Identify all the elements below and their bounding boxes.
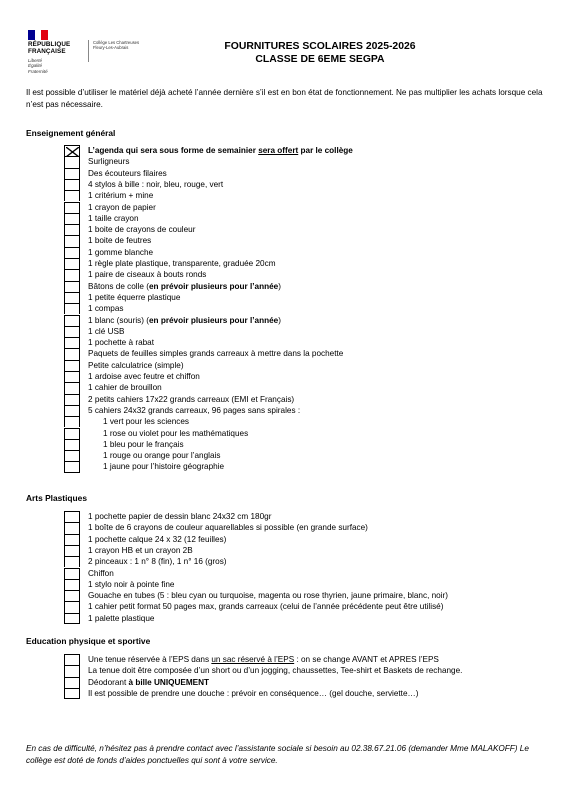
supply-item: 1 petite équerre plastique <box>88 292 181 302</box>
supply-item: Des écouteurs filaires <box>88 168 167 178</box>
college-name: Collège Les Chartreuses Fleury-Les-Aubrais <box>93 40 140 51</box>
notebook-subitem: 1 jaune pour l’histoire géographie <box>103 462 225 472</box>
supply-checkbox[interactable] <box>64 450 80 461</box>
supply-checkbox[interactable] <box>64 281 80 292</box>
supply-checkbox[interactable] <box>64 292 80 303</box>
page-title <box>150 40 490 66</box>
flag-icon <box>28 30 48 40</box>
eps-checkbox[interactable] <box>64 654 80 665</box>
republic-line-2: FRANÇAISE <box>28 48 66 56</box>
supply-checkbox[interactable] <box>64 545 80 556</box>
supply-item: Surligneurs <box>88 157 130 167</box>
supply-checkbox[interactable] <box>64 179 80 190</box>
supply-checkbox[interactable] <box>64 405 80 416</box>
supply-item: 1 pochette à rabat <box>88 338 155 348</box>
supply-checkbox[interactable] <box>64 439 80 450</box>
glue-sticks-item: Bâtons de colle (en prévoir plusieurs pour l’année) <box>88 281 281 291</box>
motto-egalite: Égalité <box>28 63 43 69</box>
eps-checkbox[interactable] <box>64 665 80 676</box>
supply-checkbox[interactable] <box>64 601 80 612</box>
supply-checkbox[interactable] <box>64 235 80 246</box>
agenda-item: L’agenda qui sera sous forme de semainier sera offert par le collège <box>88 146 353 155</box>
supply-checkbox[interactable] <box>64 579 80 590</box>
supply-item: 1 taille crayon <box>88 213 139 223</box>
supply-checkbox[interactable] <box>64 613 80 624</box>
section-title-general: Enseignement général <box>26 128 116 138</box>
arts-supply-item: 1 palette plastique <box>88 613 155 623</box>
title-line-1: FOURNITURES SCOLAIRES 2025-2026 <box>224 41 416 52</box>
supply-checkbox[interactable] <box>64 428 80 439</box>
supply-item: 1 crayon de papier <box>88 202 156 212</box>
arts-supply-item: Chiffon <box>88 568 114 578</box>
supply-item: 1 cahier de brouillon <box>88 383 162 393</box>
title-line-2: CLASSE DE 6EME SEGPA <box>255 54 385 65</box>
supply-item: 1 critérium + mine <box>88 191 154 201</box>
supply-item: Paquets de feuilles simples grands carreaux à mettre dans la pochette <box>88 349 344 359</box>
eps-checkbox[interactable] <box>64 688 80 699</box>
arts-supply-item: Gouache en tubes (5 : bleu cyan ou turquoise, magenta ou rose thyrien, jaune primaire, blanc, noir) <box>88 591 449 601</box>
supply-checkbox[interactable] <box>64 568 80 579</box>
arts-supply-item: 1 pochette calque 24 x 32 (12 feuilles) <box>88 534 227 544</box>
supply-checkbox[interactable] <box>64 269 80 280</box>
supply-checkbox[interactable] <box>64 315 80 326</box>
arts-supply-item: 2 pinceaux : 1 n° 8 (fin), 1 n° 16 (gros) <box>88 557 227 567</box>
supply-checkbox[interactable] <box>64 190 80 201</box>
motto-fraternite: Fraternité <box>28 68 48 74</box>
supply-checkbox[interactable] <box>64 360 80 371</box>
arts-supply-item: 1 cahier petit format 50 pages max, grands carreaux (celui de l’année précédente peut être utilisé) <box>88 602 444 612</box>
notebook-subitem: 1 vert pour les sciences <box>103 417 190 427</box>
supply-checkbox[interactable] <box>64 156 80 167</box>
supply-checkbox[interactable] <box>64 213 80 224</box>
supply-checkbox[interactable] <box>64 556 80 567</box>
supply-checkbox[interactable] <box>64 371 80 382</box>
correction-mouse-item: 1 blanc (souris) (en prévoir plusieurs pour l’année) <box>88 315 281 325</box>
supply-item: 1 boite de feutres <box>88 236 152 246</box>
eps-item-shower: Il est possible de prendre une douche : prévoir en conséquence… (gel douche, serviette…) <box>88 688 419 698</box>
supply-checkbox[interactable] <box>64 590 80 601</box>
supply-checkbox[interactable] <box>64 337 80 348</box>
supply-checkbox[interactable] <box>64 416 80 427</box>
supply-checkbox[interactable] <box>64 258 80 269</box>
supply-item: 1 gomme blanche <box>88 247 154 257</box>
supply-checkbox[interactable] <box>64 511 80 522</box>
supply-checkbox[interactable] <box>64 202 80 213</box>
supply-checkbox[interactable] <box>64 303 80 314</box>
arts-supply-item: 1 stylo noir à pointe fine <box>88 579 175 589</box>
supply-item: 1 paire de ciseaux à bouts ronds <box>88 270 207 280</box>
supply-item: 4 stylos à bille : noir, bleu, rouge, vert <box>88 179 224 189</box>
footer-note: En cas de difficulté, n’hésitez pas à prendre contact avec l’assistante sociale si besoin au 02.38.67.21.06 (demander Mme MALAKOFF) Le collège est doté de fonds d’aides ponctuelles qui sont à votre service. <box>26 744 529 765</box>
supply-checkbox[interactable] <box>64 247 80 258</box>
section-title-arts: Arts Plastiques <box>26 493 87 503</box>
supply-checkbox[interactable] <box>64 224 80 235</box>
republic-line-1: RÉPUBLIQUE <box>28 41 71 48</box>
eps-item-deodorant: Déodorant à bille UNIQUEMENT <box>88 677 210 687</box>
supply-item: 2 petits cahiers 17x22 grands carreaux (EMI et Français) <box>88 394 295 404</box>
supply-checkbox[interactable] <box>64 394 80 405</box>
checkmark-x-icon <box>66 147 79 157</box>
supply-checkbox[interactable] <box>64 534 80 545</box>
supply-checkbox[interactable] <box>64 522 80 533</box>
supply-item: 1 compas <box>88 304 124 314</box>
eps-item-clothing: La tenue doit être composée d’un short ou d’un jogging, chaussettes, Tee-shirt et Baskets de rechange. <box>88 666 463 676</box>
supply-item: Petite calculatrice (simple) <box>88 360 184 370</box>
supply-item: 1 ardoise avec feutre et chiffon <box>88 372 200 381</box>
arts-supply-item: 1 pochette papier de dessin blanc 24x32 cm 180gr <box>88 512 272 521</box>
notebook-subitem: 1 bleu pour le français <box>103 439 184 449</box>
intro-paragraph: Il est possible d’utiliser le matériel déjà acheté l’année dernière s’il est en bon état de fonctionnement. Ne pas multiplier les achats lorsque cela n’est pas nécessaire. <box>26 88 543 109</box>
supply-checkbox[interactable] <box>64 461 80 472</box>
logo-divider <box>88 40 89 62</box>
notebook-subitem: 1 rose ou violet pour les mathématiques <box>103 428 249 438</box>
eps-checkbox[interactable] <box>64 677 80 688</box>
supply-checkbox[interactable] <box>64 168 80 179</box>
notebook-subitem: 1 rouge ou orange pour l’anglais <box>103 451 221 461</box>
supply-checkbox[interactable] <box>64 348 80 359</box>
supply-item: 1 boite de crayons de couleur <box>88 225 196 235</box>
supply-item: 1 clé USB <box>88 326 125 336</box>
supply-item: 1 règle plate plastique, transparente, graduée 20cm <box>88 259 276 268</box>
eps-item-outfit: Une tenue réservée à l’EPS dans un sac réservé à l’EPS : on se change AVANT et APRES l’EPS <box>88 655 439 664</box>
arts-supply-item: 1 boîte de 6 crayons de couleur aquarellables si possible (en grande surface) <box>88 523 368 533</box>
arts-supply-item: 1 crayon HB et un crayon 2B <box>88 545 193 555</box>
supply-checkbox[interactable] <box>64 326 80 337</box>
supply-item: 5 cahiers 24x32 grands carreaux, 96 pages sans spirales : <box>88 405 301 415</box>
supply-checkbox[interactable] <box>64 382 80 393</box>
agenda-checkbox[interactable] <box>64 145 80 156</box>
section-title-eps: Education physique et sportive <box>26 636 151 646</box>
motto-liberte: Liberté <box>28 58 43 63</box>
